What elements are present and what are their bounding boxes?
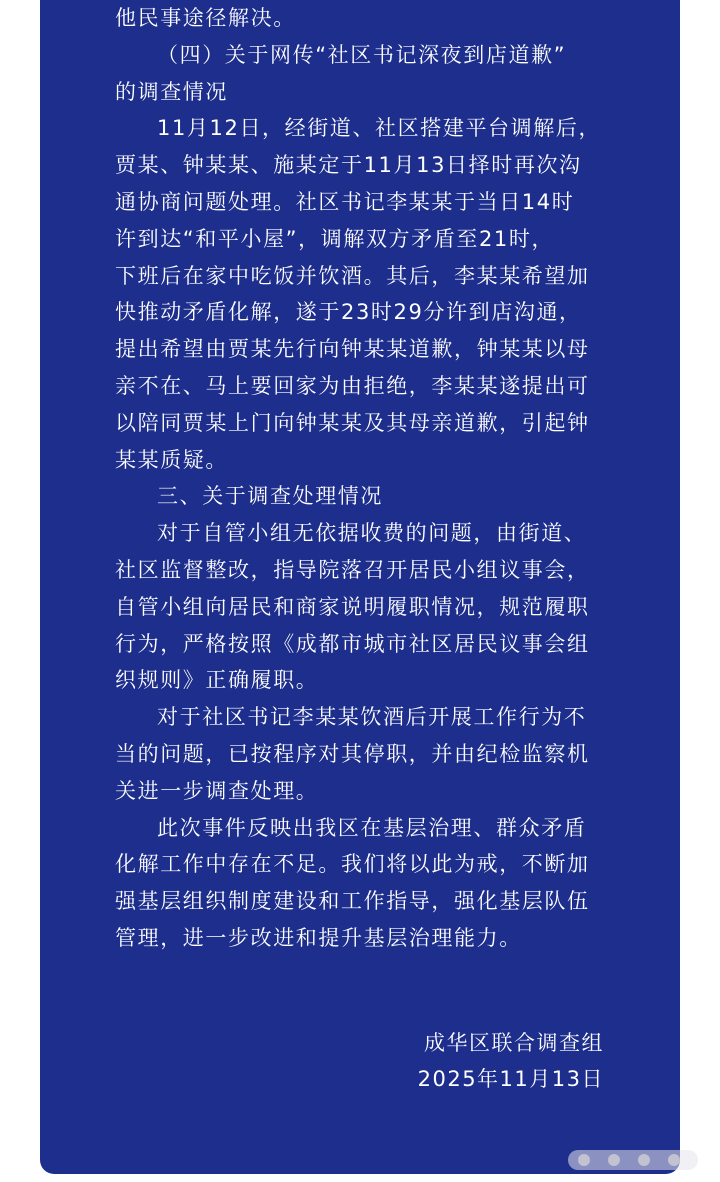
text-line: 提出希望由贾某先行向钟某某道歉，钟某某以母 [115, 337, 590, 362]
signature-block [418, 1025, 604, 1097]
text-line: 某某质疑。 [115, 447, 228, 472]
text-line: 织规则》正确履职。 [115, 668, 319, 693]
section-heading: （四）关于网传“社区书记深夜到店道歉” [157, 42, 567, 67]
text-line: 此次事件反映出我区在基层治理、群众矛盾 [157, 815, 587, 840]
text-line: 关进一步调查处理。 [115, 778, 319, 803]
watermark [568, 1150, 698, 1170]
text-line: 社区监督整改，指导院落召开居民小组议事会， [115, 557, 590, 582]
watermark-dot [608, 1154, 620, 1166]
text-line: 下班后在家中吃饭并饮酒。其后，李某某希望加 [115, 263, 590, 288]
text-line: 行为，严格按照《成都市城市社区居民议事会组 [115, 631, 590, 656]
signature-date: 2025年11月13日 [417, 1067, 604, 1091]
signature-org: 成华区联合调查组 [424, 1031, 604, 1055]
text-line: 11月12日，经街道、社区搭建平台调解后， [157, 116, 602, 141]
text-line: 快推动矛盾化解，遂于23时29分许到店沟通， [115, 300, 582, 325]
watermark-dot [638, 1154, 650, 1166]
text-line: 他民事途径解决。 [115, 6, 296, 30]
text-line: 的调查情况 [115, 79, 228, 104]
text-line: 对于自管小组无依据收费的问题，由街道、 [157, 521, 587, 546]
text-line: 贾某、钟某某、施某定于11月13日择时再次沟 [115, 153, 582, 178]
text-line: 许到达“和平小屋”，调解双方矛盾至21时， [115, 226, 555, 251]
text-line: 当的问题，已按程序对其停职，并由纪检监察机 [115, 741, 590, 766]
text-line: 亲不在、马上要回家为由拒绝，李某某遂提出可 [115, 373, 590, 398]
text-line: 化解工作中存在不足。我们将以此为戒，不断加 [115, 852, 590, 877]
section-heading: 三、关于调查处理情况 [157, 484, 383, 509]
document-body [115, 0, 615, 957]
watermark-dot [578, 1154, 590, 1166]
text-line: 以陪同贾某上门向钟某某及其母亲道歉，引起钟 [115, 410, 590, 435]
watermark-dot [668, 1154, 680, 1166]
text-line: 自管小组向居民和商家说明履职情况，规范履职 [115, 594, 590, 619]
text-line: 管理，进一步改进和提升基层治理能力。 [115, 925, 522, 950]
text-line: 强基层组织制度建设和工作指导，强化基层队伍 [115, 889, 590, 914]
text-line: 通协商问题处理。社区书记李某某于当日14时 [115, 189, 575, 214]
text-line: 对于社区书记李某某饮酒后开展工作行为不 [157, 705, 587, 730]
document-panel [40, 0, 680, 1174]
